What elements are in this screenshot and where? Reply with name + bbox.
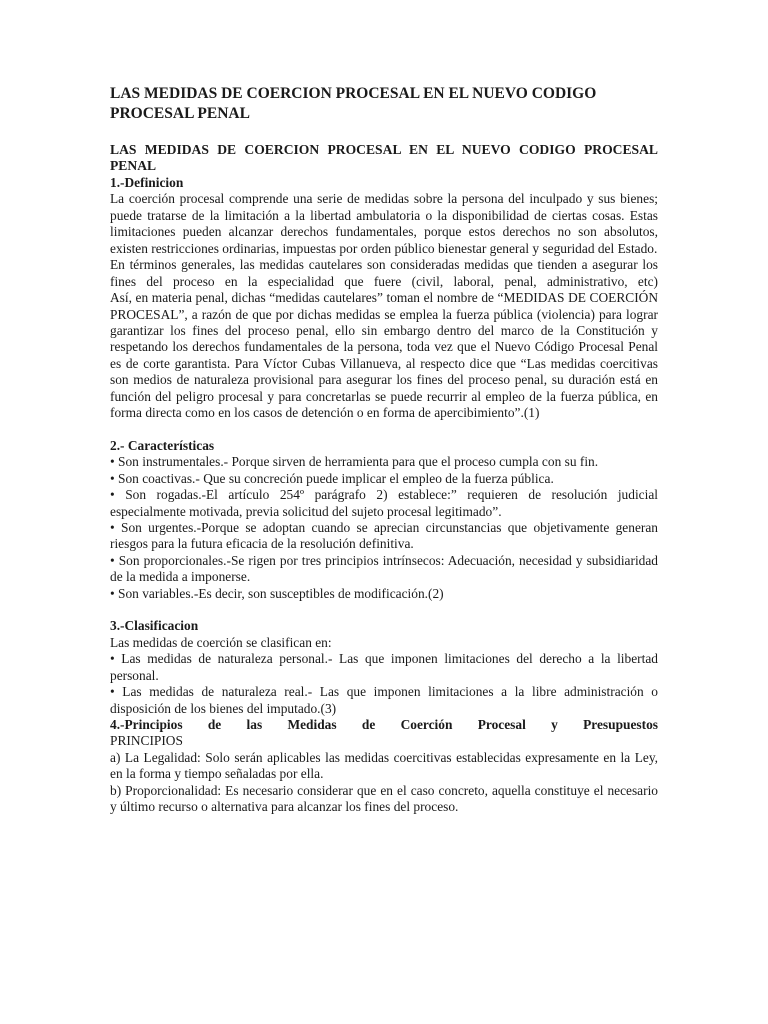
document-page (110, 84, 658, 816)
section-heading-definicion: 1.-Definicion (110, 174, 184, 190)
list-item: • Son proporcionales.-Se rigen por tres principios intrínsecos: Adecuación, necesidad y subsidiaridad de la medida a imponerse. (110, 552, 658, 585)
paragraph-gap (110, 422, 658, 438)
paragraph: La coerción procesal comprende una serie de medidas sobre la persona del inculpado y sus bienes; puede tratarse de la limitación a la libertad ambulatoria o la disponibilidad de ciertas cosas. Estas limitaciones pueden alcanzar derechos fundamentales, porque estos derechos no son absolutos, existen restricciones ordinarias, impuestas por orden público bienestar general y seguridad del Estado. (110, 191, 658, 256)
list-item: • Son coactivas.- Que su concreción puede implicar el empleo de la fuerza pública. (110, 470, 554, 486)
paragraph: En términos generales, las medidas cautelares son consideradas medidas que tienden a asegurar los fines del proceso en la especialidad que fuere (civil, laboral, penal, administrativo, etc) (110, 257, 658, 289)
section-heading-principios: 4.-Principios de las Medidas de Coerción Procesal y Presupuestos (110, 716, 658, 732)
list-item: • Las medidas de naturaleza real.- Las que imponen limitaciones a la libre administración o disposición de los bienes del imputado.(3) (110, 684, 658, 716)
paragraph: Así, en materia penal, dichas “medidas cautelares” toman el nombre de “MEDIDAS DE COERCIÓN PROCESAL”, a razón de que por dichas medidas se emplea la fuerza pública (violencia) para lograr garantizar los fines del proceso penal, ello sin embargo dentro del marco de la Constitución y respetando los derechos fundamentales de la persona, toda vez que el Nuevo Código Procesal Penal es de corte garantista. Para Víctor Cubas Villanueva, al respecto dice que “Las medidas coercitivas son medios de naturaleza provisional para asegurar los fines del proceso penal, su duración está en función del peligro procesal y para concretarlas se puede recurrir al empleo de la fuerza pública, en forma directa como en los casos de detención o en forma de apercibimiento”.(1) (110, 290, 658, 421)
section-heading-clasificacion: 3.-Clasificacion (110, 618, 199, 634)
subheading: PRINCIPIOS (110, 733, 183, 749)
list-item: • Son instrumentales.- Porque sirven de herramienta para que el proceso cumpla con su fin. (110, 454, 599, 470)
paragraph-gap (110, 602, 658, 618)
document-title: LAS MEDIDAS DE COERCION PROCESAL EN EL NUEVO CODIGO PROCESAL PENAL (110, 85, 597, 122)
list-item: • Son variables.-Es decir, son susceptibles de modificación.(2) (110, 585, 444, 601)
document-subtitle: LAS MEDIDAS DE COERCION PROCESAL EN EL NUEVO CODIGO PROCESAL PENAL (110, 142, 658, 174)
list-item: • Son rogadas.-El artículo 254º parágrafo 2) establece:” requieren de resolución judicial especialmente motivada, previa solicitud del sujeto procesal legitimado”. (110, 487, 658, 519)
list-item: • Las medidas de naturaleza personal.- Las que imponen limitaciones del derecho a la libertad personal. (110, 651, 658, 683)
list-item: • Son urgentes.-Porque se adoptan cuando se aprecian circunstancias que objetivamente generan riesgos para la futura eficacia de la resolución definitiva. (110, 519, 658, 552)
section-heading-caracteristicas: 2.- Características (110, 437, 215, 453)
paragraph: Las medidas de coerción se clasifican en: (110, 634, 332, 650)
list-item: b) Proporcionalidad: Es necesario considerar que en el caso concreto, aquella constituye el necesario y último recurso o alternativa para alcanzar los fines del proceso. (110, 782, 658, 815)
document-body (110, 142, 658, 816)
list-item: a) La Legalidad: Solo serán aplicables las medidas coercitivas establecidas expresamente en la Ley, en la forma y tiempo señaladas por ella. (110, 749, 658, 782)
